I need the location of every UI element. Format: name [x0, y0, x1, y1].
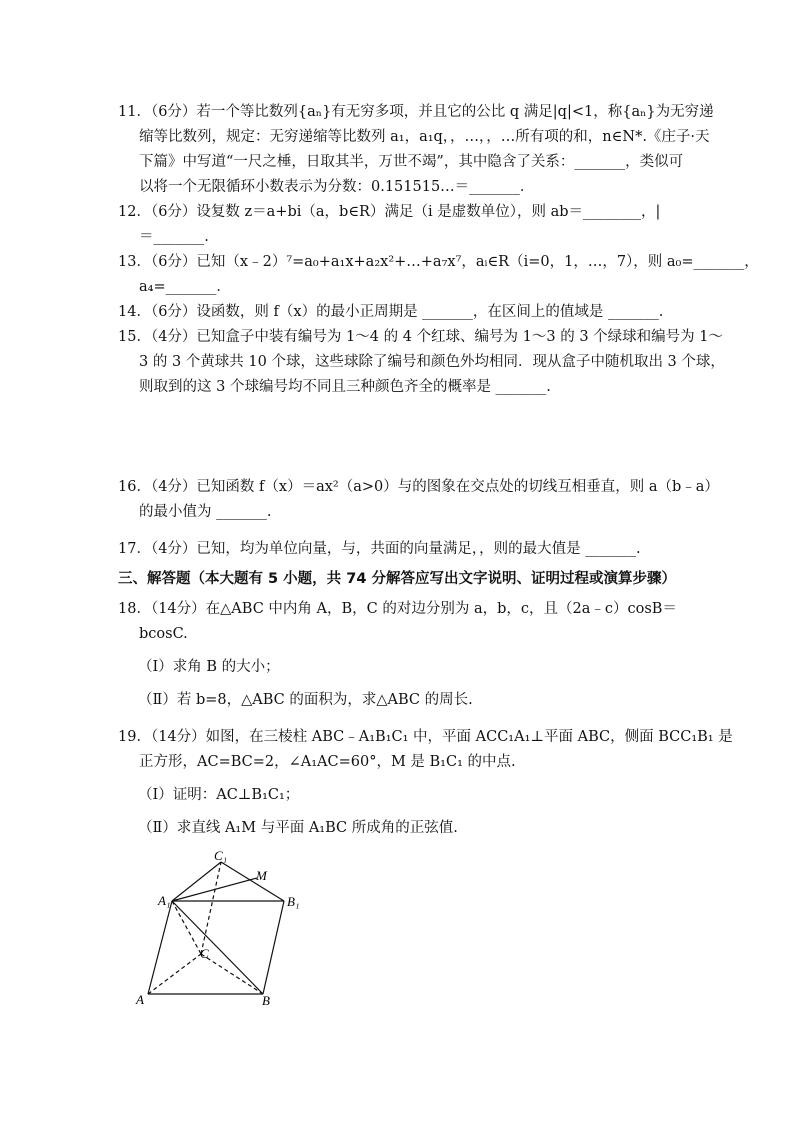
section-heading: 三、解答题（本大题有 5 小题，共 74 分解答应写出文字说明、证明过程或演算步骤）	[118, 571, 676, 587]
question-line: 12．（6分）设复数 z＝a+bi（a，b∈R）满足（i 是虚数单位），则 ab＝________，|	[118, 204, 661, 220]
question-line: 缩等比数列，规定：无穷递缩等比数列 a₁，a₁q，，…，，…所有项的和，n∈N*.《庄子·天	[139, 129, 710, 145]
question-line: 14．（6分）设函数，则 f（x）的最小正周期是 _______，在区间上的值域是 _______.	[118, 304, 664, 320]
sub-question: （Ⅰ）求角 B 的大小；	[138, 659, 280, 675]
question-line: 18．（14分）在△ABC 中内角 A，B，C 的对边分别为 a，b，c，且（2a﹣c）cosB＝	[118, 601, 677, 617]
sub-question: （Ⅰ）证明：AC⊥B₁C₁；	[138, 787, 300, 803]
question-line: 的最小值为 _______.	[139, 504, 272, 520]
edge-b1-b	[263, 901, 284, 994]
question-line: ＝_______.	[139, 229, 209, 245]
sub-question: （Ⅱ）求直线 A₁M 与平面 A₁BC 所成角的正弦值.	[138, 820, 458, 836]
question-line: 11．（6分）若一个等比数列{aₙ}有无穷多项，并且它的公比 q 满足|q|<1，称{aₙ}为无穷递	[118, 104, 714, 120]
question-line: 13．（6分）已知（x﹣2）⁷=a₀+a₁x+a₂x²+…+a₇x⁷，aᵢ∈R（i=0，1，…，7），则 a₀=_______，	[118, 254, 759, 270]
question-19	[118, 725, 733, 841]
question-line: 则取到的这 3 个球编号均不同且三种颜色齐全的概率是 _______.	[139, 379, 551, 395]
question-line: 下篇》中写道“一尺之棰，日取其半，万世不竭”，其中隐含了关系：_______，类似可	[139, 154, 684, 170]
question-15	[118, 325, 725, 400]
question-12	[118, 200, 688, 250]
label-b1: B₁	[287, 894, 300, 909]
question-16	[118, 475, 719, 525]
sub-question: （Ⅱ）若 b=8，△ABC 的面积为，求△ABC 的周长.	[138, 692, 473, 708]
question-line: 正方形，AC=BC=2，∠A₁AC=60°，M 是 B₁C₁ 的中点.	[139, 754, 516, 770]
question-line: 15．（4分）已知盒子中装有编号为 1～4 的 4 个红球、编号为 1～3 的 3 个绿球和编号为 1～	[118, 329, 723, 345]
question-line: 16．（4分）已知函数 f（x）＝ax²（a>0）与的图象在交点处的切线互相垂直，则 a（b﹣a）	[118, 479, 719, 495]
label-c1: C₁	[214, 848, 228, 863]
question-14	[118, 300, 688, 325]
question-13	[118, 250, 759, 300]
edge-c1-b1	[221, 862, 284, 901]
label-a1: A₁	[158, 893, 171, 908]
label-m: M	[256, 868, 267, 883]
edge-a1-a	[148, 901, 172, 994]
label-a: A	[136, 992, 144, 1007]
question-line: bcosC.	[139, 626, 188, 642]
question-line: 3 的 3 个黄球共 10 个球，这些球除了编号和颜色外均相同．现从盒子中随机取出 3 个球，	[139, 354, 725, 370]
label-c: C	[200, 946, 209, 961]
question-17	[118, 537, 688, 562]
edge-a1-c-hidden	[172, 901, 201, 954]
edge-a1-b	[172, 901, 263, 994]
edge-a1-c1	[172, 862, 221, 901]
prism-figure	[134, 844, 304, 1014]
question-11	[118, 100, 714, 200]
label-b: B	[262, 993, 270, 1008]
question-line: 以将一个无限循环小数表示为分数：0.151515…＝_______．	[139, 179, 535, 195]
question-line: a₄=_______．	[139, 279, 231, 295]
question-line: 19．（14分）如图，在三棱柱 ABC﹣A₁B₁C₁ 中，平面 ACC₁A₁⊥平面 ABC，侧面 BCC₁B₁ 是	[118, 729, 733, 745]
edge-c-b-hidden	[201, 954, 263, 994]
question-18	[118, 597, 688, 713]
edge-a-c-hidden	[148, 954, 201, 994]
question-line: 17．（4分）已知，均为单位向量，与，共面的向量满足，，则的最大值是 _______.	[118, 541, 641, 557]
